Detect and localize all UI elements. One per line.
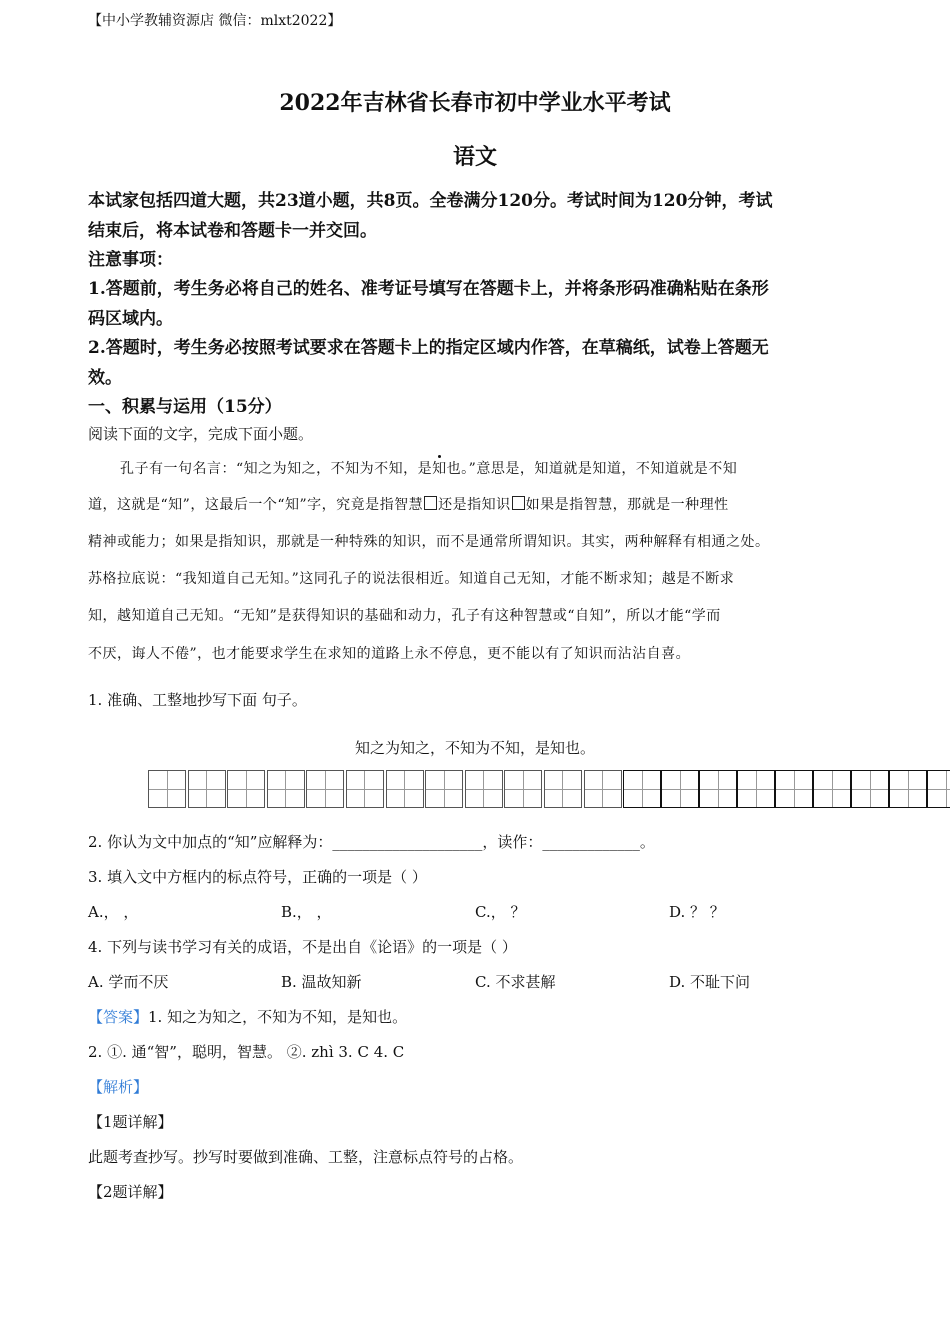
grid-cell (851, 770, 889, 808)
answer-tag: 【答案】 (88, 1008, 149, 1026)
dotted-char: 知 (432, 461, 447, 477)
question-2: 2. 你认为文中加点的“知”应解释为：____________________，读作：_____________。 (88, 833, 655, 851)
q3-option-a: A.， ， (88, 903, 139, 921)
grid-cell (661, 770, 699, 808)
notice-line-3: 2.答题时，考生务必按照考试要求在答题卡上的指定区域内作答，在草稿纸，试卷上答题无 (88, 338, 769, 358)
q4-option-c: C. 不求甚解 (475, 973, 556, 991)
grid-cell (544, 770, 582, 808)
grid-cell (813, 770, 851, 808)
reading-instruction: 阅读下面的文字，完成下面小题。 (88, 425, 314, 443)
q4-option-a: A. 学而不厌 (88, 973, 169, 991)
grid-cell (775, 770, 813, 808)
intro-line-2: 结束后，将本试卷和答题卡一并交回。 (88, 221, 377, 241)
copy-sentence: 知之为知之，不知为不知，是知也。 (354, 739, 595, 757)
analysis-tag: 【解析】 (88, 1078, 149, 1096)
passage-line-3: 精神或能力；如果是指知识，那就是一种特殊的知识，而不是通常所谓知识。其实，两种解释有相通之处。 (88, 534, 770, 550)
q4-option-d: D. 不耻下问 (669, 973, 751, 991)
question-1: 1. 准确、工整地抄写下面 句子。 (88, 691, 307, 709)
grid-cell (267, 770, 305, 808)
blank-box-2 (512, 496, 525, 510)
section-title: 一、积累与运用（15分） (88, 397, 282, 417)
q4-option-b: B. 温故知新 (281, 973, 362, 991)
answer-line-1: 【答案】1. 知之为知之，不知为不知，是知也。 (88, 1008, 408, 1026)
notice-title: 注意事项： (88, 250, 173, 270)
blank-box-1 (424, 496, 437, 510)
notice-line-2: 码区域内。 (88, 309, 173, 329)
answer-line-2: 2. ①. 通“智”，聪明，智慧。 ②. zhì 3. C 4. C (88, 1043, 405, 1061)
grid-cell (889, 770, 927, 808)
detail-1-text: 此题考查抄写。抄写时要做到准确、工整，注意标点符号的占格。 (88, 1148, 524, 1166)
passage-line-1: 孔子有一句名言：“知之为知之，不知为不知，是知也。”意思是，知道就是知道，不知道就是不知 (120, 461, 738, 477)
grid-cell (584, 770, 622, 808)
grid-cell (386, 770, 424, 808)
grid-cell (623, 770, 661, 808)
detail-1-title: 【1题详解】 (88, 1113, 173, 1131)
grid-cell (188, 770, 226, 808)
intro-line-1: 本试家包括四道大题，共23道小题，共8页。全卷满分120分。考试时间为120分钟，考试 (88, 191, 773, 211)
grid-cell (699, 770, 737, 808)
grid-cell (227, 770, 265, 808)
grid-cell (465, 770, 503, 808)
header-note: 【中小学教辅资源店 微信：mlxt2022】 (88, 13, 342, 29)
grid-cell (504, 770, 542, 808)
grid-cell (346, 770, 384, 808)
grid-cell (306, 770, 344, 808)
q3-option-d: D. ？ ？ (669, 903, 725, 921)
grid-cell (737, 770, 775, 808)
question-4: 4. 下列与读书学习有关的成语，不是出自《论语》的一项是（ ） (88, 938, 517, 956)
detail-2-title: 【2题详解】 (88, 1183, 173, 1201)
passage-line-5: 知，越知道自己无知。“无知”是获得知识的基础和动力，孔子有这种智慧或“自知”，所以才能“学而 (88, 608, 721, 624)
exam-title: 2022年吉林省长春市初中学业水平考试 (279, 90, 671, 116)
subject-title: 语文 (452, 144, 497, 170)
grid-cell (425, 770, 463, 808)
passage-line-6: 不厌，诲人不倦”，也才能要求学生在求知的道路上永不停息，更不能以有了知识而沾沾自喜。 (88, 646, 691, 662)
passage-line-2: 道，这就是“知”，这最后一个“知”字，究竟是指智慧 还是指知识 如果是指智慧，那就是一种理性 (88, 497, 729, 513)
q3-option-c: C.， ？ (475, 903, 526, 921)
q3-option-b: B.， ， (281, 903, 332, 921)
grid-cell (927, 770, 950, 808)
passage-line-4: 苏格拉底说：“我知道自己无知。”这同孔子的说法很相近。知道自己无知，才能不断求知；越是不断求 (88, 571, 735, 587)
writing-grid[interactable] (148, 770, 950, 809)
notice-line-1: 1.答题前，考生务必将自己的姓名、准考证号填写在答题卡上，并将条形码准确粘贴在条形 (88, 279, 769, 299)
question-3: 3. 填入文中方框内的标点符号，正确的一项是（ ） (88, 868, 427, 886)
notice-line-4: 效。 (88, 368, 122, 388)
grid-cell (148, 770, 186, 808)
